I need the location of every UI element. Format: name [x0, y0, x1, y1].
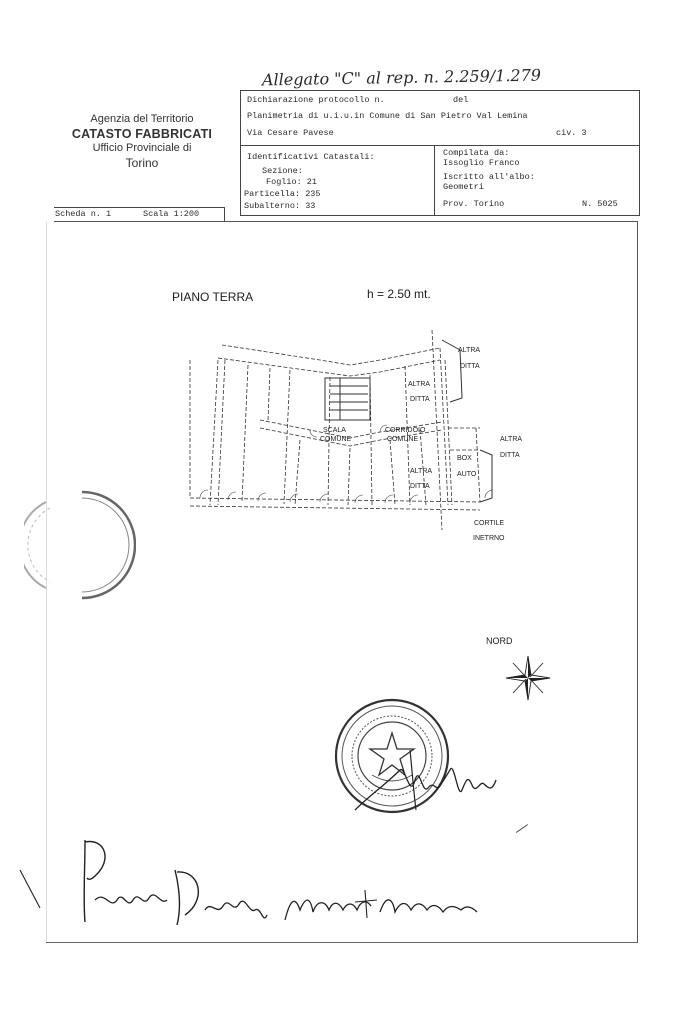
page-frame-bottom — [46, 942, 638, 943]
albo-value: Geometri — [443, 182, 484, 192]
label-box-auto-a: BOX — [457, 455, 472, 462]
label-altra-ditta-right-a: ALTRA — [500, 436, 523, 443]
handwritten-annex-note: Allegato "C" al rep. n. 2.259/1.279 — [261, 65, 542, 90]
label-altra-ditta-top-b: DITTA — [460, 363, 480, 370]
floor-plan — [180, 320, 540, 550]
label-altra-ditta-top-a: ALTRA — [458, 347, 481, 354]
notary-signature — [350, 740, 500, 820]
north-arrow-icon — [503, 653, 553, 703]
page-frame-right — [637, 221, 638, 943]
identifier-subalterno: Subalterno: 33 — [244, 201, 316, 211]
label-box-auto-b: AUTO — [457, 471, 477, 478]
label-scala-comune-a: SCALA — [323, 427, 346, 434]
agency-department: CATASTO FABBRICATI — [71, 126, 213, 141]
compass-label: NORD — [486, 636, 513, 646]
albo-label: Iscritto all'albo: — [443, 172, 535, 182]
protocol-date-label: del — [453, 95, 469, 105]
sheet-number: Scheda n. 1 — [55, 209, 112, 219]
identifiers-title: Identificativi Catastali: — [247, 152, 375, 162]
agency-name: Agenzia del Territorio — [90, 113, 194, 125]
register-number: N. 5025 — [582, 199, 618, 209]
label-cortile-interno-a: CORTILE — [474, 520, 505, 527]
label-altra-ditta-mid-b: DITTA — [410, 396, 430, 403]
compiler-name: Issoglio Franco — [443, 158, 520, 168]
label-corridoio-comune-a: CORRIDOIO — [385, 427, 426, 434]
agency-header — [62, 112, 222, 170]
label-altra-ditta-mid-a: ALTRA — [408, 381, 431, 388]
plan-title: PIANO TERRA — [172, 290, 254, 304]
sheet-scale: Scala 1:200 — [143, 209, 200, 219]
stray-mark — [516, 824, 528, 833]
agency-office: Ufficio Provinciale di — [92, 142, 192, 154]
identifier-sezione: Sezione: — [262, 166, 303, 176]
plan-height: h = 2.50 mt. — [367, 287, 431, 301]
label-corridoio-comune-b: COMUNE — [387, 436, 419, 443]
label-altra-ditta-low-b: DITTA — [410, 483, 430, 490]
agency-city: Torino — [125, 155, 159, 170]
identifier-particella: Particella: 235 — [244, 189, 321, 199]
table-divider-h — [240, 145, 639, 146]
label-altra-ditta-right-b: DITTA — [500, 452, 520, 459]
street-number: civ. 3 — [556, 128, 587, 138]
label-altra-ditta-low-a: ALTRA — [410, 468, 433, 475]
identifier-foglio: Foglio: 21 — [266, 177, 318, 187]
page-frame-top — [54, 221, 638, 222]
protocol-label: Dichiarazione protocollo n. — [247, 95, 385, 105]
label-scala-comune-b: COMUNE — [320, 436, 352, 443]
label-cortile-interno-b: INETRNO — [473, 535, 505, 542]
compiler-label: Compilata da: — [443, 148, 510, 158]
table-divider-v — [434, 145, 435, 215]
province: Prov. Torino — [443, 199, 505, 209]
planimetry-description: Planimetria di u.i.u.in Comune di San Pietro Val Lemina — [247, 111, 528, 121]
party-signatures — [15, 830, 485, 940]
partial-stamp-left — [24, 490, 136, 600]
address: Via Cesare Pavese — [247, 128, 334, 138]
